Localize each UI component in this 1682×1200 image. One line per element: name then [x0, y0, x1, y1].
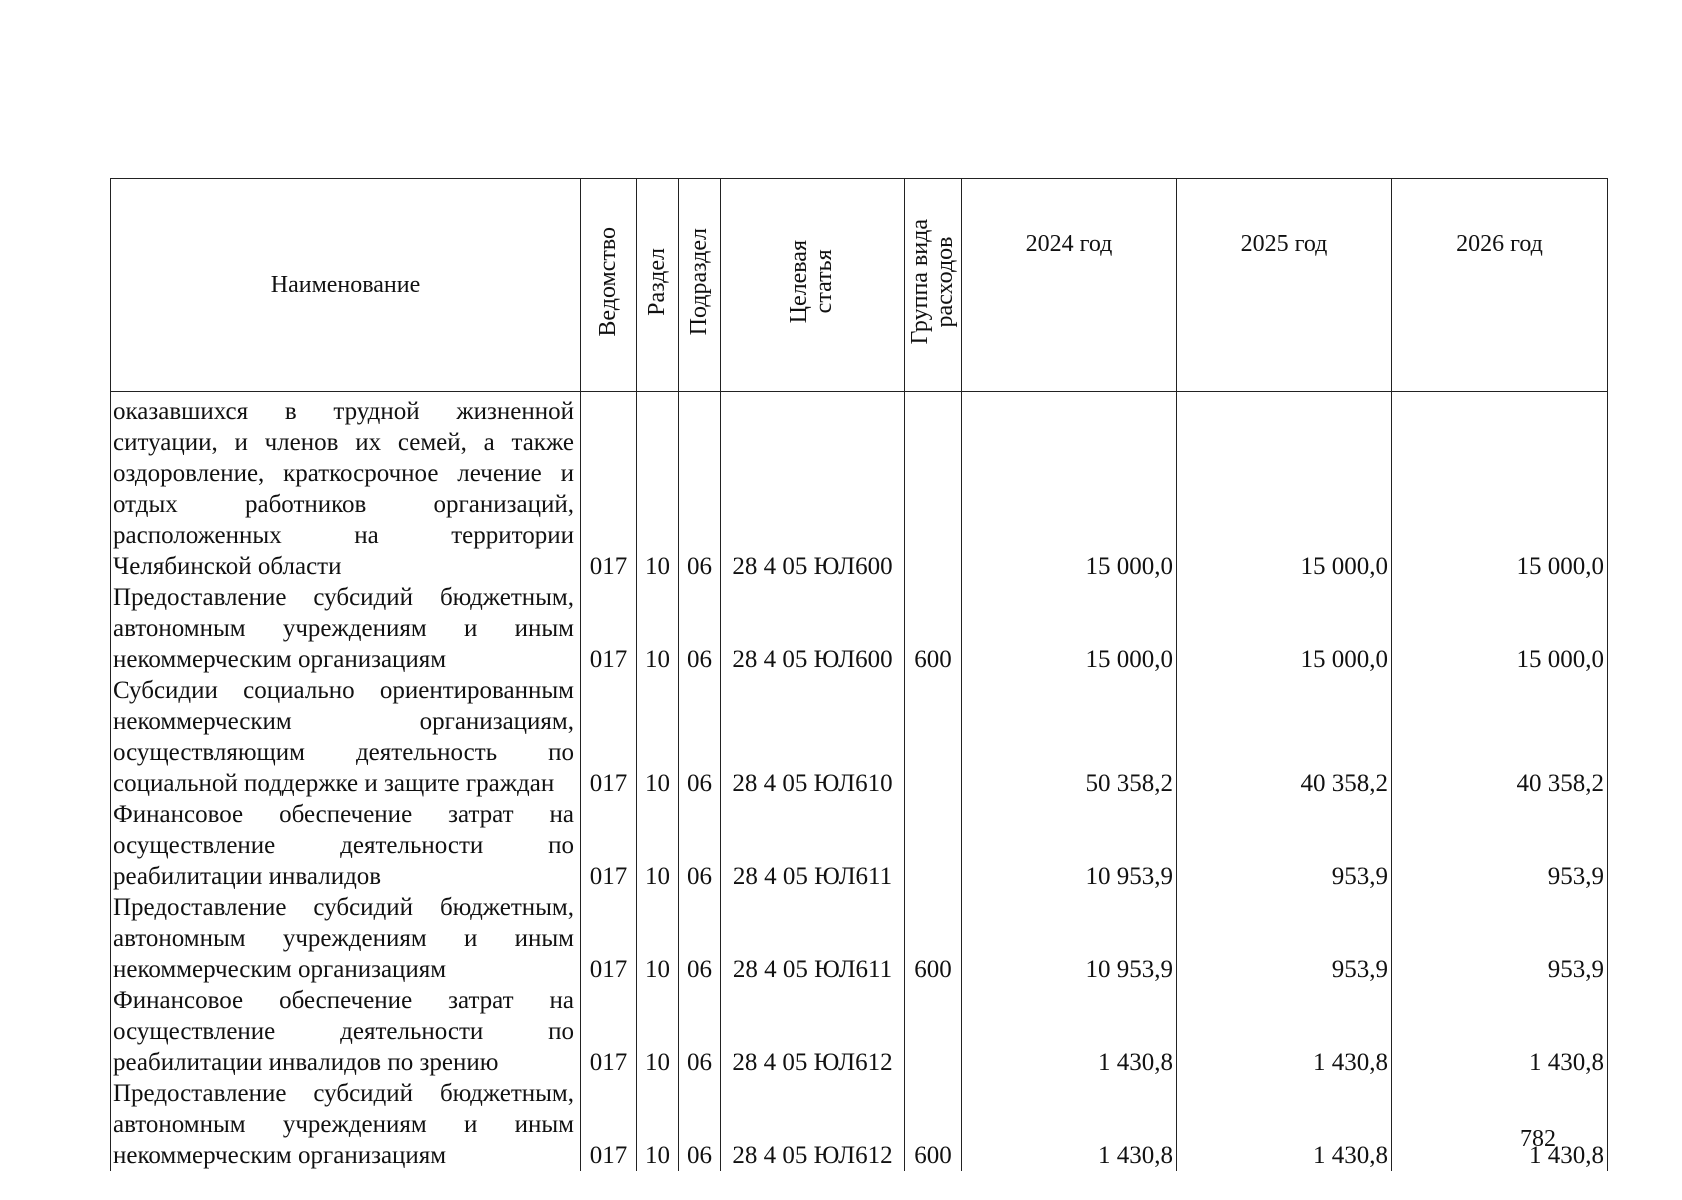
header-podrazdel: Подраздел	[679, 179, 721, 392]
row-2024: 15 000,0	[962, 392, 1177, 583]
row-2024: 1 430,8	[962, 985, 1177, 1078]
header-razdel: Раздел	[637, 179, 679, 392]
table-body	[111, 392, 1608, 1172]
row-vedomstvo: 017	[581, 1078, 637, 1171]
row-2026: 1 430,8	[1392, 1078, 1608, 1171]
row-name: Предоставление субсидий бюджетным, автономным учреждениям и иным некоммерческим организациям	[111, 892, 581, 985]
row-podrazdel: 06	[679, 675, 721, 799]
row-celevaya: 28 4 05 ЮЛ612	[721, 985, 905, 1078]
table-row	[111, 892, 1608, 985]
row-gruppa: 600	[905, 582, 962, 675]
row-2025: 40 358,2	[1177, 675, 1392, 799]
row-name: Субсидии социально ориентированным некоммерческим организациям, осуществляющим деятельность по социальной поддержке и защите граждан	[111, 675, 581, 799]
row-2026: 15 000,0	[1392, 392, 1608, 583]
row-2025: 1 430,8	[1177, 985, 1392, 1078]
row-vedomstvo: 017	[581, 799, 637, 892]
row-razdel: 10	[637, 392, 679, 583]
row-podrazdel: 06	[679, 392, 721, 583]
row-podrazdel: 06	[679, 985, 721, 1078]
header-gruppa: Группа вида расходов	[905, 179, 962, 392]
row-2026: 15 000,0	[1392, 582, 1608, 675]
row-razdel: 10	[637, 582, 679, 675]
header-name: Наименование	[111, 179, 581, 392]
table-row	[111, 985, 1608, 1078]
table-row	[111, 392, 1608, 583]
row-razdel: 10	[637, 892, 679, 985]
row-name: Финансовое обеспечение затрат на осуществление деятельности по реабилитации инвалидов	[111, 799, 581, 892]
row-razdel: 10	[637, 985, 679, 1078]
row-2025: 1 430,8	[1177, 1078, 1392, 1171]
row-vedomstvo: 017	[581, 675, 637, 799]
row-2025: 15 000,0	[1177, 392, 1392, 583]
row-gruppa	[905, 392, 962, 583]
header-year-2025: 2025 год	[1177, 179, 1392, 392]
row-vedomstvo: 017	[581, 892, 637, 985]
row-2025: 15 000,0	[1177, 582, 1392, 675]
row-gruppa	[905, 675, 962, 799]
row-podrazdel: 06	[679, 582, 721, 675]
row-2026: 1 430,8	[1392, 985, 1608, 1078]
table-row	[111, 582, 1608, 675]
header-year-2024: 2024 год	[962, 179, 1177, 392]
row-celevaya: 28 4 05 ЮЛ610	[721, 675, 905, 799]
row-2026: 40 358,2	[1392, 675, 1608, 799]
row-celevaya: 28 4 05 ЮЛ600	[721, 392, 905, 583]
row-name: Финансовое обеспечение затрат на осуществление деятельности по реабилитации инвалидов по зрению	[111, 985, 581, 1078]
table-row	[111, 1078, 1608, 1171]
row-2026: 953,9	[1392, 799, 1608, 892]
row-2024: 1 430,8	[962, 1078, 1177, 1171]
row-razdel: 10	[637, 1078, 679, 1171]
row-razdel: 10	[637, 675, 679, 799]
row-2024: 10 953,9	[962, 892, 1177, 985]
row-gruppa	[905, 985, 962, 1078]
row-vedomstvo: 017	[581, 985, 637, 1078]
table-row	[111, 799, 1608, 892]
row-2024: 15 000,0	[962, 582, 1177, 675]
row-2026: 953,9	[1392, 892, 1608, 985]
row-celevaya: 28 4 05 ЮЛ611	[721, 799, 905, 892]
header-celevaya: Целевая статья	[721, 179, 905, 392]
row-name: Предоставление субсидий бюджетным, автономным учреждениям и иным некоммерческим организациям	[111, 1078, 581, 1171]
header-vedomstvo: Ведомство	[581, 179, 637, 392]
row-2024: 50 358,2	[962, 675, 1177, 799]
row-celevaya: 28 4 05 ЮЛ611	[721, 892, 905, 985]
row-razdel: 10	[637, 799, 679, 892]
row-2025: 953,9	[1177, 799, 1392, 892]
table-header	[111, 179, 1608, 392]
row-celevaya: 28 4 05 ЮЛ600	[721, 582, 905, 675]
budget-table	[110, 178, 1608, 1171]
row-podrazdel: 06	[679, 799, 721, 892]
row-vedomstvo: 017	[581, 392, 637, 583]
row-2024: 10 953,9	[962, 799, 1177, 892]
row-2025: 953,9	[1177, 892, 1392, 985]
page-number: 782	[1520, 1126, 1556, 1152]
row-gruppa: 600	[905, 892, 962, 985]
row-gruppa	[905, 799, 962, 892]
row-podrazdel: 06	[679, 892, 721, 985]
row-gruppa: 600	[905, 1078, 962, 1171]
row-celevaya: 28 4 05 ЮЛ612	[721, 1078, 905, 1171]
row-name: оказавшихся в трудной жизненной ситуации, и членов их семей, а также оздоровление, краткосрочное лечение и отдых работников организаций, расположенных на территории Челябинской области	[111, 392, 581, 583]
row-vedomstvo: 017	[581, 582, 637, 675]
row-podrazdel: 06	[679, 1078, 721, 1171]
header-year-2026: 2026 год	[1392, 179, 1608, 392]
table-row	[111, 675, 1608, 799]
row-name: Предоставление субсидий бюджетным, автономным учреждениям и иным некоммерческим организациям	[111, 582, 581, 675]
